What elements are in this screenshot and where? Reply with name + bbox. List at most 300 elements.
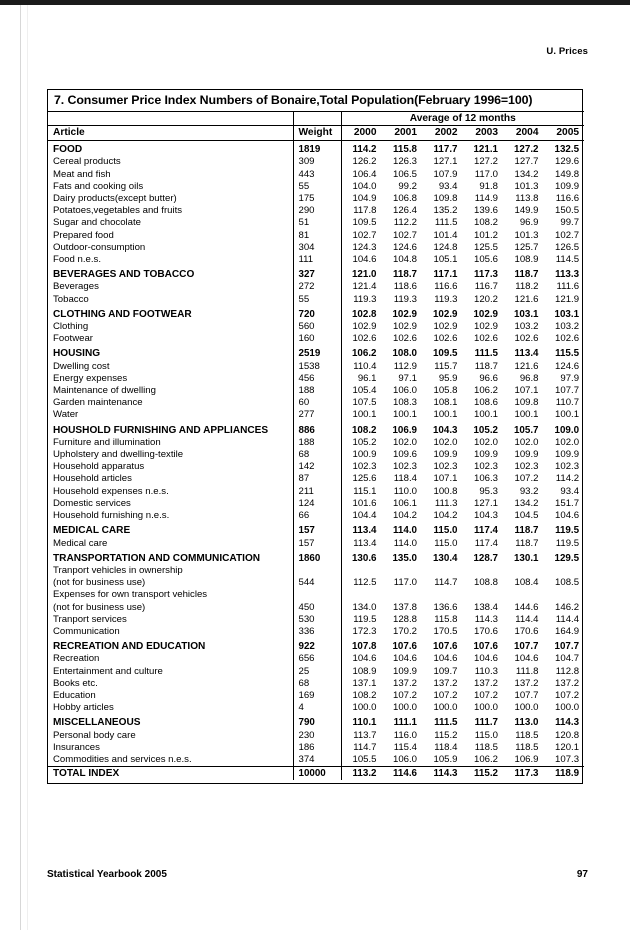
cell-value: 100.8 xyxy=(433,485,458,497)
cell-value: 104.7 xyxy=(555,653,580,665)
table-row xyxy=(48,614,584,626)
cell-value: 114.2 xyxy=(555,473,580,485)
cell-article: Upholstery and dwelling-textile xyxy=(53,449,184,461)
cell-value: 108.9 xyxy=(341,666,382,678)
cell-value: 114.0 xyxy=(393,537,417,549)
cell-value: 113.8 xyxy=(515,193,539,205)
cell-value xyxy=(341,589,382,601)
group-header-spacer-weight xyxy=(293,112,341,126)
cell-weight: 560 xyxy=(293,321,341,333)
cell-value: 95.3 xyxy=(479,485,498,497)
cell-value: 100.1 xyxy=(341,409,382,421)
cell-value: 108.0 xyxy=(392,348,417,360)
cell-value: 106.4 xyxy=(341,169,382,181)
cell-value: 100.1 xyxy=(555,409,580,421)
cell-weight: 922 xyxy=(293,638,341,653)
cell-weight: 51 xyxy=(293,217,341,229)
cell-value: 135.0 xyxy=(392,552,417,564)
cell-value: 115.0 xyxy=(474,729,498,741)
cell-value: 170.6 xyxy=(473,625,498,637)
cell-value: 102.6 xyxy=(392,333,417,345)
cell-value: 100.0 xyxy=(341,702,382,714)
cell-value: 126.3 xyxy=(392,156,417,168)
cell-article: Domestic services xyxy=(53,497,131,509)
cell-value: 102.7 xyxy=(392,229,417,241)
footer-page-number: 97 xyxy=(576,869,588,880)
cell-value xyxy=(382,589,423,601)
cell-value: 170.2 xyxy=(392,625,417,637)
cell-weight: 68 xyxy=(293,449,341,461)
table-row xyxy=(48,422,584,437)
cell-value: 112.2 xyxy=(393,217,417,229)
cell-article: Potatoes,vegetables and fruits xyxy=(53,205,183,217)
cell-value: 93.4 xyxy=(560,485,580,497)
cell-value: 108.6 xyxy=(473,397,498,409)
cell-value: 107.5 xyxy=(341,397,382,409)
cell-value xyxy=(422,565,463,577)
cell-value: 108.5 xyxy=(555,577,580,589)
cell-article: Expenses for own transport vehicles xyxy=(53,589,208,601)
cell-value: 137.2 xyxy=(473,677,498,689)
table-row xyxy=(48,510,584,522)
cell-value: 102.3 xyxy=(392,461,417,473)
running-head: U. Prices xyxy=(546,46,588,57)
cell-article: (not for business use) xyxy=(53,601,146,613)
cell-value xyxy=(382,565,423,577)
cell-article: Household articles xyxy=(53,473,132,485)
cell-weight: 336 xyxy=(293,626,341,638)
cell-value: 104.2 xyxy=(433,510,458,522)
cell-value: 113.3 xyxy=(555,269,580,281)
table-row xyxy=(48,742,584,754)
table-row xyxy=(48,461,584,473)
cell-weight: 374 xyxy=(293,754,341,767)
cell-article: Entertainment and culture xyxy=(53,665,163,677)
cell-value: 118.9 xyxy=(544,767,585,781)
cell-value: 95.9 xyxy=(438,372,458,384)
table-row xyxy=(48,281,584,293)
cell-weight: 230 xyxy=(293,730,341,742)
table-row xyxy=(48,538,584,550)
cell-value: 111.5 xyxy=(434,217,458,229)
cell-value: 128.8 xyxy=(392,613,417,625)
cell-value: 104.6 xyxy=(392,653,417,665)
cell-value: 132.5 xyxy=(554,144,580,156)
cell-article: Dwelling cost xyxy=(53,360,110,372)
cell-value: 129.6 xyxy=(555,156,580,168)
table-row xyxy=(48,702,584,714)
cell-value: 102.9 xyxy=(432,308,458,320)
cell-article: Medical care xyxy=(53,537,108,549)
cell-value: 117.7 xyxy=(433,144,458,156)
column-header-row xyxy=(48,126,584,141)
cell-value: 93.2 xyxy=(519,485,539,497)
cell-value: 105.2 xyxy=(341,437,382,449)
table-row xyxy=(48,577,584,589)
cell-article: Clothing xyxy=(53,321,89,333)
cell-value: 115.7 xyxy=(434,360,458,372)
cell-value: 119.3 xyxy=(393,293,417,305)
cell-value: 104.5 xyxy=(514,510,539,522)
table-row xyxy=(48,565,584,577)
cell-value: 104.3 xyxy=(432,424,458,436)
cell-value: 107.9 xyxy=(433,168,458,180)
cell-value: 105.8 xyxy=(433,385,458,397)
cell-value: 104.0 xyxy=(341,181,382,193)
cell-value: 112.5 xyxy=(341,577,382,589)
cell-value: 124.6 xyxy=(392,241,417,253)
cell-value: 113.4 xyxy=(341,538,382,550)
cell-article: Water xyxy=(53,409,79,421)
cell-value: 107.6 xyxy=(432,641,458,653)
cell-value: 115.5 xyxy=(555,348,580,360)
cell-value: 115.2 xyxy=(463,767,504,781)
cell-value: 117.1 xyxy=(433,269,458,281)
cell-value xyxy=(503,589,544,601)
cell-value: 105.1 xyxy=(433,254,458,266)
cell-weight: 1860 xyxy=(293,550,341,565)
cpi-table-container xyxy=(47,89,583,784)
cell-weight: 530 xyxy=(293,614,341,626)
table-row xyxy=(48,181,584,193)
cell-value: 115.8 xyxy=(434,613,458,625)
cell-value: 102.9 xyxy=(341,321,382,333)
cell-value: 104.4 xyxy=(341,510,382,522)
table-row xyxy=(48,294,584,306)
table-row xyxy=(48,230,584,242)
cell-value: 108.1 xyxy=(433,397,458,409)
cell-value: 121.6 xyxy=(514,293,539,305)
table-row xyxy=(48,486,584,498)
footer-title: Statistical Yearbook 2005 xyxy=(47,869,167,880)
cell-weight: 186 xyxy=(293,742,341,754)
cell-article: HOUSHOLD FURNISHING AND APPLIANCES xyxy=(53,424,269,436)
cell-value: 125.5 xyxy=(473,241,498,253)
table-row xyxy=(48,333,584,345)
cell-value: 144.6 xyxy=(514,601,539,613)
cell-value: 114.7 xyxy=(434,577,458,589)
cell-value: 109.7 xyxy=(433,665,458,677)
cell-value: 104.6 xyxy=(514,653,539,665)
cell-value: 116.7 xyxy=(474,281,498,293)
cell-value: 108.2 xyxy=(341,690,382,702)
cell-article: Dairy products(except butter) xyxy=(53,193,177,205)
cell-value: 138.4 xyxy=(473,601,498,613)
cell-weight: 211 xyxy=(293,486,341,498)
cell-value: 116.6 xyxy=(434,281,458,293)
cell-weight: 66 xyxy=(293,510,341,522)
cell-value: 107.3 xyxy=(555,753,580,765)
cell-value: 111.3 xyxy=(434,497,458,509)
cell-value: 106.9 xyxy=(514,753,539,765)
cell-article: TOTAL INDEX xyxy=(48,767,293,781)
cell-value: 104.2 xyxy=(392,510,417,522)
cell-value: 118.7 xyxy=(515,537,539,549)
cell-value: 107.2 xyxy=(514,473,539,485)
cell-value: 100.1 xyxy=(514,409,539,421)
cell-value: 118.5 xyxy=(515,741,539,753)
cell-article: Maintenance of dwelling xyxy=(53,385,156,397)
cell-article: Meat and fish xyxy=(53,168,111,180)
cell-value: 118.7 xyxy=(474,360,498,372)
cell-value: 109.9 xyxy=(555,449,580,461)
cell-value: 106.3 xyxy=(473,473,498,485)
cell-value: 97.9 xyxy=(560,372,580,384)
cell-value: 101.2 xyxy=(473,229,498,241)
cell-value: 117.3 xyxy=(503,767,544,781)
cell-value: 104.6 xyxy=(433,653,458,665)
cell-value: 115.1 xyxy=(341,486,382,498)
cell-value: 111.5 xyxy=(434,717,458,729)
cell-article: Garden maintenance xyxy=(53,397,143,409)
cell-article: Outdoor-consumption xyxy=(53,241,146,253)
cell-value: 135.2 xyxy=(433,205,458,217)
cell-value: 121.9 xyxy=(555,293,580,305)
cell-value: 112.9 xyxy=(393,360,417,372)
cell-value: 107.2 xyxy=(473,689,498,701)
cell-article: Household expenses n.e.s. xyxy=(53,485,169,497)
cell-weight: 25 xyxy=(293,666,341,678)
cell-value: 107.2 xyxy=(433,689,458,701)
cell-value: 114.3 xyxy=(474,613,498,625)
cell-value: 107.7 xyxy=(514,689,539,701)
cell-value: 115.0 xyxy=(433,525,458,537)
cell-value: 102.7 xyxy=(341,230,382,242)
cell-value: 117.3 xyxy=(474,269,498,281)
cell-article: Footwear xyxy=(53,333,93,345)
cell-weight: 790 xyxy=(293,714,341,729)
cell-value: 109.5 xyxy=(432,348,458,360)
cell-value: 105.5 xyxy=(341,754,382,767)
cell-value: 114.7 xyxy=(341,742,382,754)
table-row xyxy=(48,266,584,281)
cell-value: 126.5 xyxy=(555,241,580,253)
cell-value: 127.2 xyxy=(473,156,498,168)
cell-value: 106.1 xyxy=(392,497,417,509)
cell-weight: 309 xyxy=(293,156,341,168)
cell-article: Furniture and illumination xyxy=(53,436,161,448)
cell-value: 108.8 xyxy=(473,577,498,589)
table-row xyxy=(48,321,584,333)
cell-article: Cereal products xyxy=(53,156,121,168)
cell-value: 104.3 xyxy=(473,510,498,522)
cell-value: 113.0 xyxy=(514,717,539,729)
cell-value: 109.9 xyxy=(473,449,498,461)
cell-value: 170.6 xyxy=(514,625,539,637)
cell-value: 99.7 xyxy=(560,217,580,229)
cell-value: 107.7 xyxy=(513,641,539,653)
cell-value: 130.6 xyxy=(341,550,382,565)
cell-article: Household furnishing n.e.s. xyxy=(53,510,170,522)
table-row xyxy=(48,373,584,385)
table-row xyxy=(48,449,584,461)
table-row xyxy=(48,397,584,409)
cell-value: 109.5 xyxy=(341,217,382,229)
cell-value: 102.9 xyxy=(433,321,458,333)
column-header-article: Article xyxy=(48,126,293,141)
table-bottom-spacer-cell xyxy=(48,780,584,783)
cell-value: 104.6 xyxy=(341,653,382,665)
cell-value: 124.8 xyxy=(433,241,458,253)
group-header-spacer-article xyxy=(48,112,293,126)
cell-value: 106.8 xyxy=(392,193,417,205)
cell-value: 149.9 xyxy=(514,205,539,217)
cell-value: 106.0 xyxy=(392,385,417,397)
cell-value: 137.8 xyxy=(392,601,417,613)
cell-value: 99.2 xyxy=(398,180,417,192)
cell-value: 125.7 xyxy=(514,241,539,253)
cell-value: 100.1 xyxy=(473,409,498,421)
cell-weight: 720 xyxy=(293,306,341,321)
column-header-year-2004: 2004 xyxy=(503,126,544,141)
cell-weight: 87 xyxy=(293,473,341,485)
cell-value: 104.8 xyxy=(392,254,417,266)
cell-value: 96.1 xyxy=(341,373,382,385)
cell-value: 100.0 xyxy=(392,702,417,714)
cell-value: 107.6 xyxy=(392,641,417,653)
cell-value: 108.2 xyxy=(473,217,498,229)
cell-value: 146.2 xyxy=(555,601,580,613)
cell-value: 150.5 xyxy=(555,205,580,217)
cell-value: 134.0 xyxy=(341,602,382,614)
cell-weight: 124 xyxy=(293,498,341,510)
cell-value: 118.2 xyxy=(515,281,539,293)
cell-weight xyxy=(293,565,341,577)
cell-value: 130.4 xyxy=(432,552,458,564)
cell-weight: 160 xyxy=(293,333,341,345)
cell-value: 105.7 xyxy=(513,424,539,436)
cell-value: 102.6 xyxy=(341,333,382,345)
cell-value: 101.3 xyxy=(514,180,539,192)
cell-weight: 304 xyxy=(293,242,341,254)
cell-value: 106.9 xyxy=(392,424,417,436)
cell-value: 102.6 xyxy=(555,333,580,345)
table-row xyxy=(48,473,584,485)
table-row xyxy=(48,385,584,397)
cell-value: 119.3 xyxy=(434,293,458,305)
cell-value: 111.6 xyxy=(556,281,580,293)
cell-value: 113.2 xyxy=(341,767,382,781)
cell-value: 118.4 xyxy=(393,473,417,485)
cell-article: Hobby articles xyxy=(53,702,114,714)
cell-value: 106.0 xyxy=(392,753,417,765)
table-row xyxy=(48,690,584,702)
cell-value: 111.5 xyxy=(474,348,498,360)
table-row xyxy=(48,409,584,421)
cell-value: 102.3 xyxy=(433,461,458,473)
cell-weight: 169 xyxy=(293,690,341,702)
cell-value: 124.6 xyxy=(555,360,580,372)
table-row xyxy=(48,205,584,217)
cell-article: Prepared food xyxy=(53,229,114,241)
table-title: 7. Consumer Price Index Numbers of Bonaire,Total Population(February 1996=100) xyxy=(48,90,584,112)
cell-value: 114.2 xyxy=(341,141,382,157)
cell-value: 114.3 xyxy=(555,717,580,729)
cell-value: 109.9 xyxy=(514,449,539,461)
cpi-table xyxy=(48,90,584,783)
cell-value: 96.6 xyxy=(479,372,498,384)
table-row xyxy=(48,626,584,638)
cell-value: 103.2 xyxy=(555,321,580,333)
cell-article: Beverages xyxy=(53,281,99,293)
cell-value: 105.6 xyxy=(473,254,498,266)
cell-value: 164.9 xyxy=(555,625,580,637)
cell-value: 102.0 xyxy=(473,436,498,448)
cell-weight: 188 xyxy=(293,437,341,449)
cell-value: 102.3 xyxy=(341,461,382,473)
cell-weight: 290 xyxy=(293,205,341,217)
cell-value: 102.8 xyxy=(341,306,382,321)
cell-weight: 188 xyxy=(293,385,341,397)
table-title-row xyxy=(48,90,584,112)
cell-value: 102.0 xyxy=(555,436,580,448)
cell-value xyxy=(463,565,504,577)
cell-weight: 544 xyxy=(293,577,341,589)
cell-value: 109.9 xyxy=(433,449,458,461)
cell-value: 107.6 xyxy=(473,641,498,653)
cell-value: 134.2 xyxy=(514,168,539,180)
cell-value: 106.2 xyxy=(341,345,382,360)
cell-weight: 277 xyxy=(293,409,341,421)
cell-value: 103.1 xyxy=(554,308,580,320)
cell-value: 110.7 xyxy=(555,397,580,409)
cell-value: 107.1 xyxy=(433,473,458,485)
cell-value: 121.0 xyxy=(341,266,382,281)
cell-value: 119.5 xyxy=(341,614,382,626)
cell-value: 127.1 xyxy=(433,156,458,168)
cell-value: 101.3 xyxy=(514,229,539,241)
table-row xyxy=(48,361,584,373)
cell-value: 100.1 xyxy=(433,409,458,421)
cell-value: 100.0 xyxy=(473,702,498,714)
cell-value: 118.4 xyxy=(434,741,458,753)
cell-value: 100.0 xyxy=(514,702,539,714)
cell-value: 119.5 xyxy=(555,525,580,537)
cell-value: 106.5 xyxy=(392,168,417,180)
cell-value xyxy=(463,589,504,601)
cell-value: 170.5 xyxy=(433,625,458,637)
cell-article: Tranport services xyxy=(53,613,127,625)
cell-value: 111.7 xyxy=(474,717,498,729)
cell-article: Sugar and chocolate xyxy=(53,217,142,229)
cell-weight: 450 xyxy=(293,602,341,614)
cell-value: 102.6 xyxy=(514,333,539,345)
table-row xyxy=(48,730,584,742)
cell-value: 109.8 xyxy=(514,397,539,409)
table-row xyxy=(48,242,584,254)
cell-weight: 175 xyxy=(293,193,341,205)
cell-value: 114.9 xyxy=(474,193,498,205)
cell-value: 137.2 xyxy=(392,677,417,689)
cell-value: 151.7 xyxy=(555,497,580,509)
cell-value: 119.3 xyxy=(341,294,382,306)
table-row xyxy=(48,156,584,168)
cell-value: 101.4 xyxy=(433,229,458,241)
cell-value: 127.1 xyxy=(473,497,498,509)
cell-value: 139.6 xyxy=(473,205,498,217)
cell-value: 104.6 xyxy=(341,254,382,266)
table-row xyxy=(48,306,584,321)
cell-value: 127.2 xyxy=(513,144,539,156)
cell-value: 101.6 xyxy=(341,498,382,510)
cell-weight: 111 xyxy=(293,254,341,266)
table-row xyxy=(48,217,584,229)
cell-value: 106.2 xyxy=(473,385,498,397)
table-row xyxy=(48,193,584,205)
cell-value: 103.2 xyxy=(514,321,539,333)
cell-weight: 68 xyxy=(293,678,341,690)
cell-value: 137.1 xyxy=(341,678,382,690)
